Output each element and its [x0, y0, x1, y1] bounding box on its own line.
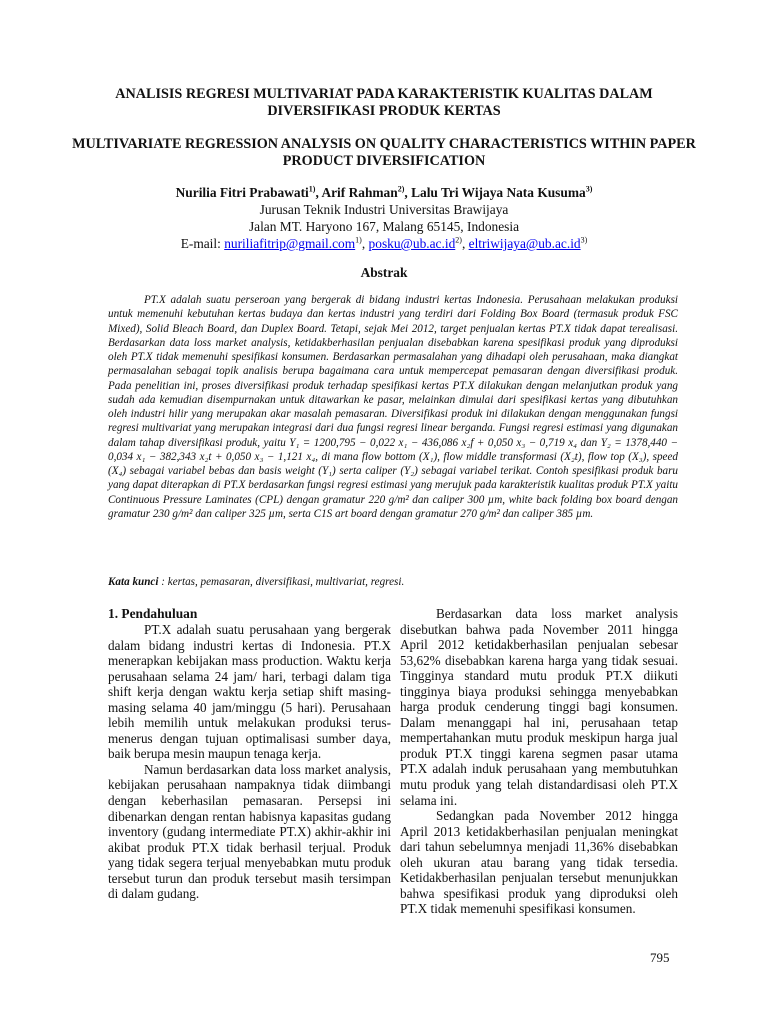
title-indonesian: ANALISIS REGRESI MULTIVARIAT PADA KARAKTERISTIK KUALITAS DALAM DIVERSIFIKASI PRODUK KERTAS: [115, 86, 653, 119]
email-1-sup: 1): [355, 235, 362, 245]
body-paragraph-2: Namun berdasarkan data loss market analysis, kebijakan perusahaan nampaknya tidak diimbangi dengan keberhasilan pemasaran. Persepsi ini dibenarkan dengan rentan habisnya kapasitas gudang inventory (gudang intermediate PT.X) akhir-akhir ini akibat produk PT.X tidak berhasil terjual. Produk yang tidak segera terjual menyebabkan mutu produk tersebut turun dan produk tersebut masih tersimpan di dalam gudang.: [108, 761, 391, 902]
column-left: [108, 606, 391, 902]
email-2-sup: 2): [455, 235, 462, 245]
body-paragraph-1: PT.X adalah suatu perusahaan yang bergerak dalam bidang industri kertas di Indonesia. PT.X menerapkan kebijakan mass production. Waktu kerja perusahaan selama 24 jam/ hari, terbagi dalam tiga shift kerja dengan waktu kerja setiap shift masing-masing selama 40 jam/minggu (5 hari). Perusahaan lebih memilih untuk melakukan produksi terus-menerus dengan tujuan optimalisasi sumber daya, baik berupa mesin maupun tenaga kerja.: [108, 622, 391, 762]
abstract-heading: Abstrak: [360, 265, 408, 280]
body-paragraph-3: Berdasarkan data loss market analysis disebutkan bahwa pada November 2011 hingga April 2012 ketidakberhasilan penjualan sebesar 53,62% disebabkan karena harga yang tidak sesuai. Tingginya standard mutu produk PT.X diikuti tingginya biaya produksi sehingga menyebabkan harga produk cenderung tinggi bagi konsumen. Dalam menanggapi hal ini, perusahaan tetap mempertahankan mutu produk meskipun harga jual produk PT.X tinggi karena segmen pasar utama PT.X adalah induk perusahaan yang membutuhkan mutu produk yang telah distandardisasi oleh PT.X selama ini.: [400, 606, 678, 808]
keywords-label: Kata kunci: [108, 576, 159, 588]
author-names: Nurilia Fitri Prabawati$^{1)}$, Arif Rahman$^{2)}$, Lalu Tri Wijaya Nata Kusuma$^{3)}$: [175, 184, 593, 200]
abstract-part-2: dan: [577, 436, 601, 449]
keywords: [108, 576, 678, 588]
equation-y1: Y₁ = 1200,795 − 0,022 x₁ − 436,086 x₂f + 0,050 x₃ − 0,719 x₄: [289, 436, 578, 449]
author-2-sup: 2): [397, 184, 405, 194]
abstract-paragraph: [108, 293, 678, 521]
email-link-2[interactable]: posku@ub.ac.id: [368, 236, 456, 251]
author-block: [60, 184, 708, 252]
author-3-sup: 3): [585, 184, 593, 194]
author-2: Arif Rahman: [321, 185, 398, 200]
keywords-text: : kertas, pemasaran, diversifikasi, multivariat, regresi.: [158, 576, 405, 588]
abstract-part-1: PT.X adalah suatu perseroan yang bergerak di bidang industri kertas Indonesia. Perusahaan melakukan produksi untuk memenuhi kebutuhan kertas budaya dan kertas industri yang terdiri dari Folding Box Board (termasuk produk FSC Mixed), Solid Bleach Board, dan Duplex Board. Tetapi, sejak Mei 2012, target penjualan kertas PT.X tidak dapat terealisasi. Berdasarkan data loss market analysis, ketidakberhasilan penjualan disebabkan karena spesifikasi produk yang diproduksi oleh PT.X tidak memenuhi spesifikasi konsumen. Berdasarkan permasalahan yang dihadapi oleh perusahaan, maka diangkat permasalahan sebagai topik analisis berupa bagaimana cara untuk mempercepat pemasaran dengan diversifikasi produk. Pada penelitian ini, proses diversifikasi produk terhadap spesifikasi kertas PT.X dilakukan dengan melanjutkan produk yang sudah ada kemudian disempurnakan untuk ditawarkan ke pasar, melainkan dimulai dari spesifikasi kertas yang dibutuhkan oleh industri hilir yang merupakan akar masalah pemasaran. Diversifikasi produk ini dilakukan dengan menggunakan fungsi regresi multivariat yang merupakan integrasi dari dua fungsi regresi linear berganda. Fungsi regresi estimasi yang digunakan dalam tahap diversifikasi produk, yaitu: [108, 294, 678, 449]
email-link-3[interactable]: eltriwijaya@ub.ac.id: [468, 236, 581, 251]
author-1: Nurilia Fitri Prabawati: [175, 185, 309, 200]
email-line: E-mail: nuriliafitrip@gmail.com$^{1)}$, $posku@ub.ac.id^{2)}$, $eltriwijaya@ub.ac.id^{3)}$: [180, 235, 588, 251]
address: Jalan MT. Haryono 167, Malang 65145, Indonesia: [248, 219, 520, 234]
body-paragraph-4: Sedangkan pada November 2012 hingga April 2013 ketidakberhasilan penjualan meningkat dari tahun sebelumnya menjadi 11,36% disebabkan oleh ukuran atau barang yang tidak tersedia. Ketidakberhasilan penjualan tersebut menunjukkan bahwa spesifikasi produk yang diproduksi oleh PT.X tidak memenuhi spesifikasi konsumen.: [400, 808, 678, 917]
section-heading: 1. Pendahuluan: [108, 606, 198, 621]
abstract-body: [108, 293, 678, 521]
abstract-part-3: , di mana flow bottom (X₁), flow middle transformasi (X₂t), flow top (X₃), speed (X₄) sebagai variabel bebas dan basis weight (Y₁) serta caliper (Y₂) sebagai variabel terikat. Contoh spesifikasi produk baru yang dapat diterapkan di PT.X berdasarkan fungsi regresi estimasi yang merujuk pada karakteristik kualitas produk PT.X yaitu Continuous Pressure Laminates (CPL) dengan gramatur 220 g/m² dan caliper 300 µm, white back folding box board dengan gramatur 230 g/m² dan caliper 325 µm, serta C1S art board dengan gramatur 270 g/m² dan caliper 385 µm.: [108, 450, 678, 520]
author-3: Lalu Tri Wijaya Nata Kusuma: [411, 185, 586, 200]
email-3-sup: 3): [580, 235, 588, 245]
email-label: E-mail:: [180, 236, 225, 251]
author-1-sup: 1): [308, 184, 316, 194]
equation-y2: Y₂ = 1378,440 − 0,034 x₁ − 382,343 x₂t + 0,050 x₃ − 1,121 x₄: [108, 436, 678, 463]
affiliation: Jurusan Teknik Industri Universitas Brawijaya: [259, 202, 509, 217]
page-number: 795: [650, 950, 670, 965]
title-english: MULTIVARIATE REGRESSION ANALYSIS ON QUALITY CHARACTERISTICS WITHIN PAPER PRODUCT DIVERSIFICATION: [72, 136, 696, 169]
column-right: [400, 606, 678, 917]
email-link-1[interactable]: nuriliafitrip@gmail.com: [224, 236, 356, 251]
